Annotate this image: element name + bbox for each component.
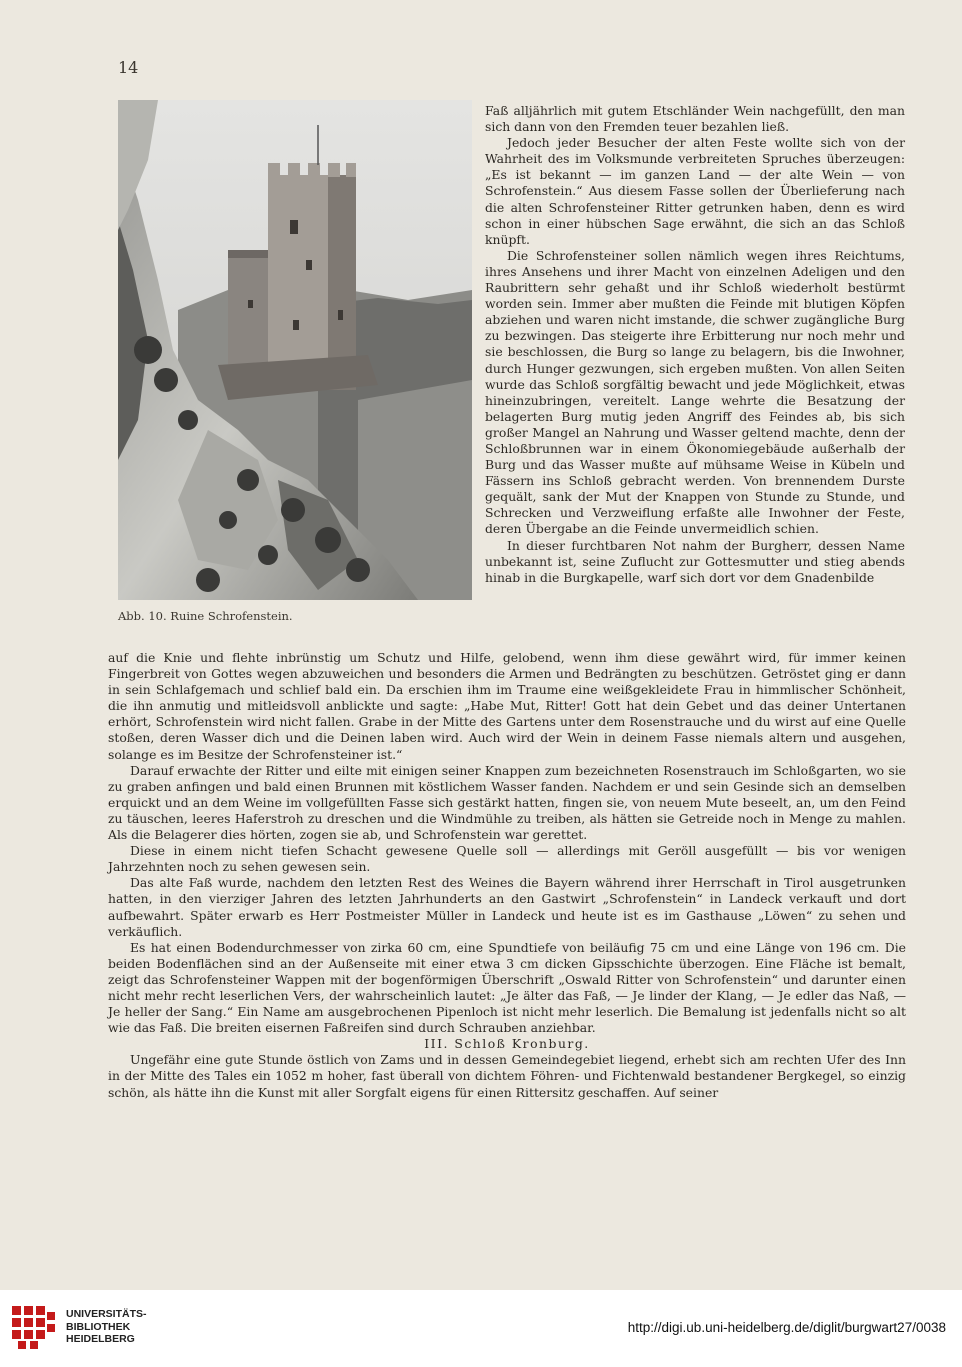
paragraph: Darauf erwachte der Ritter und eilte mit einigen seiner Knappen zum bezeichneten Rosenstrauch im Schloßgarten, wo sie zu graben anfingen und bald einen Brunnen mit köstlichem Wasser fanden. Nachdem er und sein Gesinde sich an demselben erquickt und an dem Weine im vollgefüllten Fasse sich gestärkt hatten, fingen sie, von neuem Mute beseelt, an, um den Feind zu täuschen, leeres Haferstroh zu dreschen und die Windmühle zu treiben, als hätten sie Getreide noch in Menge zu mahlen. Als die Belagerer dies hörten, zogen sie ab, und Schrofenstein war gerettet. [108,762,906,843]
castle-ruin-illustration [118,100,472,600]
paragraph: Ungefähr eine gute Stunde östlich von Zams und in dessen Gemeindegebiet liegend, erhebt sich am rechten Ufer des Inn in der Mitte des Tales ein 1052 m hoher, fast überall von dichtem Föhren- und Fichtenwald bestandener Bergkegel, so einzig schön, als hätte ihn die Kunst mit aller Sorgfalt eigens für einen Rittersitz geschaffen. Auf seiner [108,1052,906,1100]
library-name-line: BIBLIOTHEK [66,1320,131,1333]
full-width-text [108,650,906,1101]
right-column-text [485,103,905,586]
paragraph: Es hat einen Bodendurchmesser von zirka 60 cm, eine Spundtiefe von beiläufig 75 cm und eine Länge von 196 cm. Die beiden Bodenflächen sind an der Außenseite mit einer etwa 3 cm dicken Gipsschichte überzogen. Eine Fläche ist bemalt, zeigt das Schrofensteiner Wappen mit der bogenförmigen Überschrift „Oswald Ritter von Schrofenstein“ und darunter einen nicht mehr recht leserlichen Vers, der wahrscheinlich lautet: „Je älter das Faß, — Je linder der Klang, — Je edler das Naß, — Je heller der Sang.“ Ein Name am ausgebrochenen Pipenloch ist nicht mehr leserlich. Die Bemalung ist jedenfalls nicht so alt wie das Faß. Die breiten eisernen Faßreifen sind durch Schrauben anziehbar. [108,939,906,1036]
library-name [66,1308,147,1346]
library-name-line: HEIDELBERG [66,1333,135,1345]
figure-caption: Abb. 10. Ruine Schrofenstein. [118,609,293,623]
paragraph: Die Schrofensteiner sollen nämlich wegen ihres Reichtums, ihres Ansehens und ihrer Macht von einzelnen Adeligen und den Raubrittern sehr gehaßt und ihr Schloß wiederholt bestürmt worden sein. Immer aber mußten die Feinde mit blutigen Köpfen abziehen und waren nicht imstande, die schwer zugängliche Burg zu bezwingen. Das steigerte ihre Erbitterung nur noch mehr und sie beschlossen, die Burg so lange zu belagern, bis die Inwohner, durch Hunger gezwungen, sich ergeben mußten. Von allen Seiten wurde das Schloß sorgfältig bewacht und jede Möglichkeit, etwas hineinzubringen, vereitelt. Lange wehrte die Besatzung der belagerten Burg mutig jeden Angriff des Feindes ab, bis sich großer Mangel an Nahrung und Wasser geltend machte, denn der Schloßbrunnen war in einem Ökonomiegebäude außerhalb der Burg und das Wasser mußte auf mühsame Weise in Kübeln und Fässern ins Schloß gebracht werden. Von brennendem Durste gequält, sank der Mut der Knappen von Stunde zu Stunde, und Schrecken und Verzweiflung erfaßte alle Inwohner der Feste, deren Übergabe an die Feinde unvermeidlich schien. [485,247,905,537]
source-url-link[interactable]: http://digi.ub.uni-heidelberg.de/diglit/burgwart27/0038 [627,1320,946,1335]
section-heading: III. Schloß Kronburg. [424,1036,590,1052]
paragraph: Faß alljährlich mit gutem Etschländer Wein nachgefüllt, den man sich dann von den Fremden teuer bezahlen ließ. [485,103,905,135]
paragraph: Jedoch jeder Besucher der alten Feste wollte sich von der Wahrheit des im Volksmunde verbreiteten Spruches überzeugen: „Es ist bekannt — im ganzen Land — der alte Wein — von Schrofenstein.“ Aus diesem Fasse sollen der Überlieferung nach die alten Schrofensteiner Ritter getrunken haben, denn es wird schon in einer hübschen Sage erwähnt, die sich an das Schloß knüpft. [485,135,905,247]
university-library-logo-icon [12,1306,56,1350]
library-name-line: UNIVERSITÄTS- [66,1308,147,1320]
paragraph: Das alte Faß wurde, nachdem den letzten Rest des Weines die Bayern während ihrer Herrschaft in Tirol ausgetrunken hatten, in den vierziger Jahren des letzten Jahrhunderts an den Gastwirt „Schrofenstein“ in Landeck verkauft und dort aufbewahrt. Später erwarb es Herr Postmeister Müller in Landeck und heute ist es im Gasthause „Löwen“ zu sehen und verkäuflich. [108,875,906,939]
footer-bar [0,1290,962,1367]
paragraph: Diese in einem nicht tiefen Schacht gewesene Quelle soll — allerdings mit Geröll ausgefüllt — bis vor wenigen Jahrzehnten noch zu sehen gewesen sein. [108,843,906,875]
paragraph: auf die Knie und flehte inbrünstig um Schutz und Hilfe, gelobend, wenn ihm diese gewährt wird, für immer keinen Fingerbreit von Gottes wegen abzuweichen und besonders die Armen und Bedrängten zu beschützen. Getröstet ging er dann in sein Schlafgemach und schlief bald ein. Da erschien ihm im Traume eine weißgekleidete Frau in himmlischer Schönheit, die ihn anmutig und mitleidsvoll anblickte und sagte: „Habe Mut, Ritter! Gott hat dein Gebet und das deiner Untertanen erhört, Schrofenstein wird nicht fallen. Grabe in der Mitte des Gartens unter dem Rosenstrauche und du wirst auf eine Quelle stoßen, deren Wasser dich und die Deinen laben wird. Auch wird der Wein in deinem Fasse niemals altern und ausgehen, solange es im Besitze der Schrofensteiner ist.“ [108,650,906,762]
page-number: 14 [118,58,139,77]
paragraph: In dieser furchtbaren Not nahm der Burgherr, dessen Name unbekannt ist, seine Zuflucht zur Gottesmutter und stieg abends hinab in die Burgkapelle, warf sich dort vor dem Gnadenbilde [485,537,905,585]
castle-ruin-photo [118,100,472,600]
